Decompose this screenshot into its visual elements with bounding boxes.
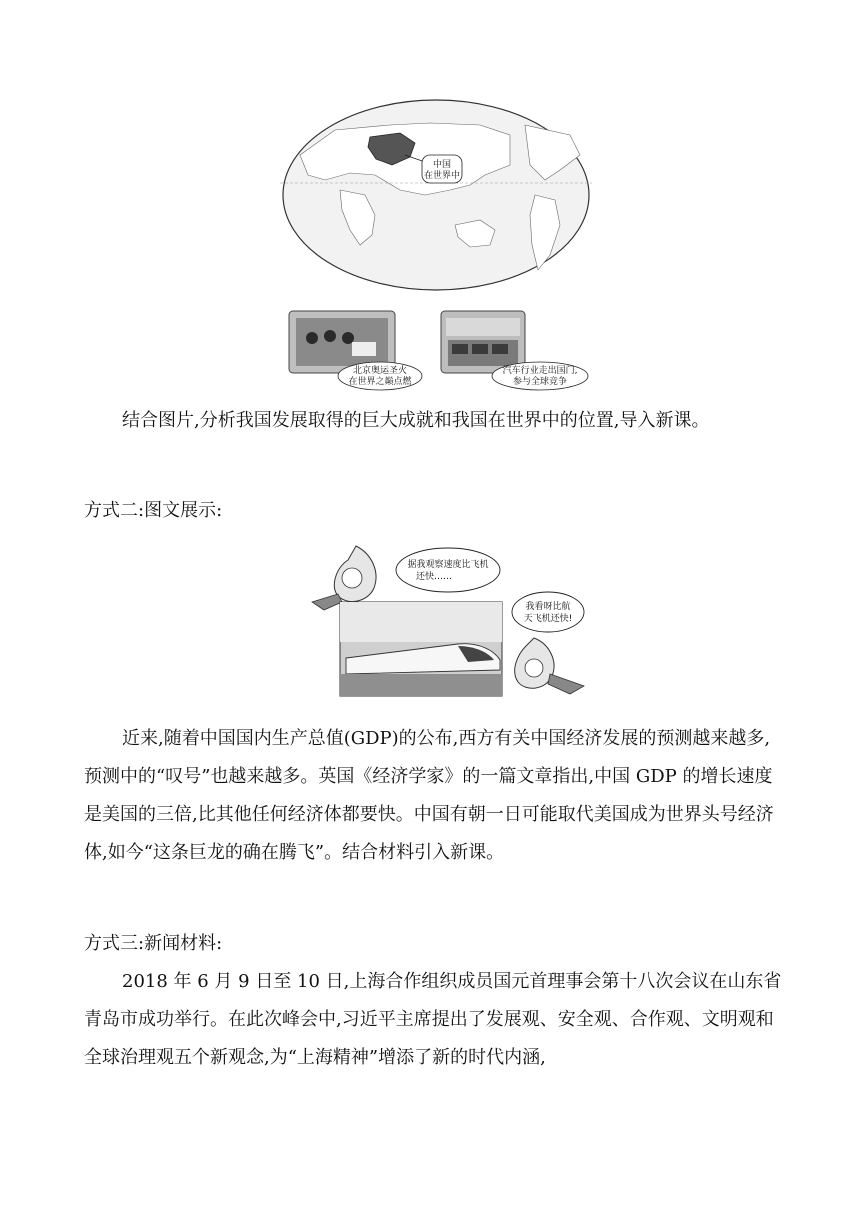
banner-shape bbox=[352, 342, 376, 356]
map-label-line1: 中国 bbox=[432, 160, 452, 170]
photo1-caption-line1: 北京奥运圣火 bbox=[352, 366, 408, 376]
world-map-figure bbox=[280, 95, 592, 295]
car-export-photo bbox=[440, 310, 590, 392]
paragraph-3: 2018 年 6 月 9 日至 10 日,上海合作组织成员国元首理事会第十八次会议在山东省青岛市成功举行。在此次峰会中,习近平主席提出了发展观、安全观、合作观、文明观和全球治理观五个新观念,为“上海精神”增添了新的时代内涵, bbox=[84, 971, 782, 1068]
olympic-torch-photo bbox=[288, 310, 426, 392]
map-label-line2: 在世界中 bbox=[423, 171, 461, 181]
car-shape bbox=[492, 344, 508, 354]
bubble1-line2: 还快…… bbox=[415, 572, 453, 582]
photo2-caption-line2: 参与全球竞争 bbox=[512, 377, 568, 387]
paragraph-2: 近来,随着中国国内生产总值(GDP)的公布,西方有关中国经济发展的预测越来越多,预测中的“叹号”也越来越多。英国《经济学家》的一篇文章指出,中国 GDP 的增长速度是美国的三倍,比其他任何经济体都要快。中国有朝一日可能取代美国成为世界头号经济体,如今“这条巨龙的确在腾飞”。结合材料引入新课。 bbox=[84, 728, 774, 863]
bubble2-line2: 天飞机还快! bbox=[523, 614, 573, 624]
heading-method-3: 方式三:新闻材料: bbox=[84, 933, 223, 954]
bubble2-line1: 我看呀比航 bbox=[525, 602, 571, 612]
photo1-caption-line2: 在世界之巅点燃 bbox=[348, 377, 412, 387]
heading-method-2: 方式二:图文展示: bbox=[84, 500, 223, 521]
figure-mark bbox=[324, 330, 336, 342]
figure-mark bbox=[306, 332, 318, 344]
car-shape bbox=[472, 344, 488, 354]
paragraph-1: 结合图片,分析我国发展取得的巨大成就和我国在世界中的位置,导入新课。 bbox=[122, 410, 710, 431]
car-shape bbox=[452, 344, 468, 354]
photo2-caption-line1: 汽车行业走出国门, bbox=[502, 366, 578, 376]
bubble1-line1: 据我观察速度比飞机 bbox=[407, 560, 489, 570]
high-speed-train-figure bbox=[308, 540, 598, 700]
